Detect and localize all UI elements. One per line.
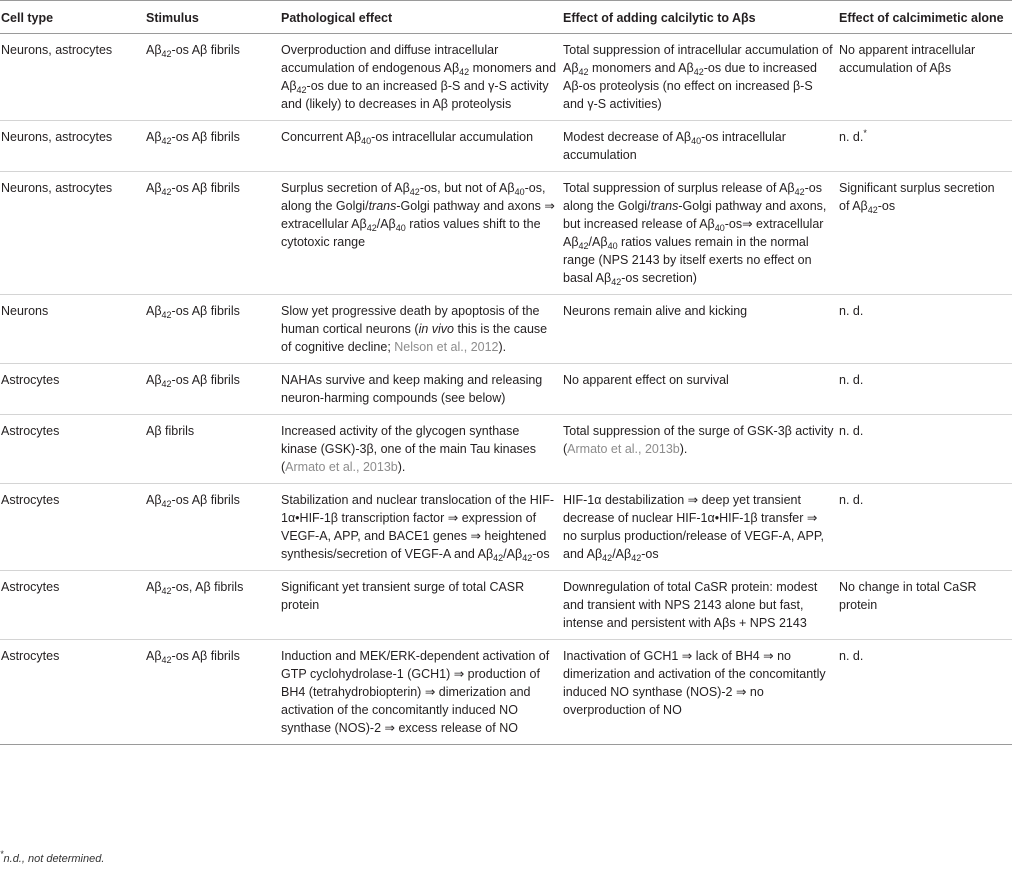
stimulus: $A\beta_{42}-os$ Aβ fibrils: [145, 34, 280, 121]
table-row: [0, 484, 1012, 571]
calcimimetic-effect: n. d.: [838, 364, 1012, 415]
cell-type: Astrocytes: [0, 571, 145, 640]
pathological-effect: Overproduction and diffuse intracellular accumulation of endogenous $A\beta_{42}$ monomers and $A\beta_{42}-os$ due to an increased β-S and γ-S activity and (likely) to decreases in Aβ proteolysis: [280, 34, 562, 121]
stimulus: $A\beta_{42}-os$ Aβ fibrils: [145, 172, 280, 295]
calcimimetic-effect: No apparent intracellular accumulation of Aβs: [838, 34, 1012, 121]
calcilytic-effect: Total suppression of surplus release of $A\beta_{42}-os$ along the Golgi/trans-Golgi pathway and axons, but increased release of $A\beta_{40}-os\Rightarrow$ extracellular $A\beta_{42}/A\beta_{40}$ ratios values remain in the normal range (NPS 2143 by itself exerts no effect on basal $A\beta_{42}-os$ secretion): [562, 172, 838, 295]
calcilytic-effect: Downregulation of total CaSR protein: modest and transient with NPS 2143 alone but fast, intense and persistent with Aβs + NPS 2143: [562, 571, 838, 640]
header-stimulus: Stimulus: [145, 1, 280, 34]
stimulus: $A\beta_{42}-os$ Aβ fibrils: [145, 364, 280, 415]
cell-type: Astrocytes: [0, 484, 145, 571]
cell-type: Astrocytes: [0, 640, 145, 745]
pathological-effect: Increased activity of the glycogen synthase kinase (GSK)-3β, one of the main Tau kinases (Armato et al., 2013b).: [280, 415, 562, 484]
calcimimetic-effect: No change in total CaSR protein: [838, 571, 1012, 640]
pathological-effect: Stabilization and nuclear translocation of the HIF-1α•HIF-1β transcription factor ⇒ expression of VEGF-A, APP, and BACE1 genes ⇒ heightened synthesis/secretion of VEGF-A and $A\beta_{42}/A\beta_{42}-os$: [280, 484, 562, 571]
calcilytic-effect: Neurons remain alive and kicking: [562, 295, 838, 364]
header-calcilytic-effect: Effect of adding calcilytic to Aβs: [562, 1, 838, 34]
stimulus: $A\beta_{42}-os$ Aβ fibrils: [145, 295, 280, 364]
cell-type: Astrocytes: [0, 415, 145, 484]
stimulus: $A\beta_{42}-os$, Aβ fibrils: [145, 571, 280, 640]
citation-link[interactable]: Armato et al., 2013b: [285, 460, 398, 474]
cell-type: Neurons, astrocytes: [0, 34, 145, 121]
table-row: [0, 640, 1012, 745]
cell-type: Neurons, astrocytes: [0, 172, 145, 295]
cell-type: Neurons: [0, 295, 145, 364]
stimulus: Aβ fibrils: [145, 415, 280, 484]
table-row: [0, 571, 1012, 640]
pathological-effect: Slow yet progressive death by apoptosis of the human cortical neurons (in vivo this is the cause of cognitive decline; Nelson et al., 2012).: [280, 295, 562, 364]
calcilytic-effect: Total suppression of intracellular accumulation of $A\beta_{42}$ monomers and $A\beta_{42}-os$ due to increased Aβ-os proteolysis (no effect on increased β-S and γ-S activities): [562, 34, 838, 121]
pathological-effect: NAHAs survive and keep making and releasing neuron-harming compounds (see below): [280, 364, 562, 415]
cell-type: Neurons, astrocytes: [0, 121, 145, 172]
stimulus: $A\beta_{42}-os$ Aβ fibrils: [145, 121, 280, 172]
header-pathological-effect: Pathological effect: [280, 1, 562, 34]
citation-link[interactable]: Armato et al., 2013b: [567, 442, 680, 456]
table-row: [0, 295, 1012, 364]
calcilytic-effect: Total suppression of the surge of GSK-3β activity (Armato et al., 2013b).: [562, 415, 838, 484]
calcimimetic-effect: n. d.: [838, 484, 1012, 571]
pathological-effect: Concurrent $A\beta_{40}-os$ intracellular accumulation: [280, 121, 562, 172]
table-row: [0, 121, 1012, 172]
header-row: [0, 1, 1012, 34]
stimulus: $A\beta_{42}-os$ Aβ fibrils: [145, 640, 280, 745]
calcilytic-effect: Modest decrease of $A\beta_{40}-os$ intracellular accumulation: [562, 121, 838, 172]
pathological-effect: Significant yet transient surge of total CASR protein: [280, 571, 562, 640]
calcilytic-effect: HIF-1α destabilization ⇒ deep yet transient decrease of nuclear HIF-1α•HIF-1β transfer ⇒ no surplus production/release of VEGF-A, APP, and $A\beta_{42}/A\beta_{42}-os$: [562, 484, 838, 571]
calcilytic-effect: Inactivation of GCH1 ⇒ lack of BH4 ⇒ no dimerization and activation of the concomitantly induced NO synthase (NOS)-2 ⇒ no overproduction of NO: [562, 640, 838, 745]
stimulus: $A\beta_{42}-os$ Aβ fibrils: [145, 484, 280, 571]
calcimimetic-effect: n. d.: [838, 295, 1012, 364]
table-row: [0, 415, 1012, 484]
calcimimetic-effect: n. d.: [838, 415, 1012, 484]
header-calcimimetic-effect: Effect of calcimimetic alone: [838, 1, 1012, 34]
table-row: [0, 364, 1012, 415]
pathological-effect: Induction and MEK/ERK-dependent activation of GTP cyclohydrolase-1 (GCH1) ⇒ production of BH4 (tetrahydrobiopterin) ⇒ dimerization and activation of the concomitantly induced NO synthase (NOS)-2 ⇒ excess release of NO: [280, 640, 562, 745]
table-footnote: *n.d., not determined.: [0, 849, 105, 865]
calcimimetic-effect: Significant surplus secretion of $A\beta_{42}-os$: [838, 172, 1012, 295]
calcimimetic-effect: n. d.: [838, 640, 1012, 745]
table-row: [0, 34, 1012, 121]
citation-link[interactable]: Nelson et al., 2012: [394, 340, 499, 354]
table-row: [0, 172, 1012, 295]
header-cell-type: Cell type: [0, 1, 145, 34]
calcilytic-effect: No apparent effect on survival: [562, 364, 838, 415]
cell-type: Astrocytes: [0, 364, 145, 415]
calcimimetic-effect: n. d.*: [838, 121, 1012, 172]
pathological-effect: Surplus secretion of $A\beta_{42}-os$, but not of $A\beta_{40}-os$, along the Golgi/trans-Golgi pathway and axons ⇒ extracellular $A\beta_{42}/A\beta_{40}$ ratios values shift to the cytotoxic range: [280, 172, 562, 295]
